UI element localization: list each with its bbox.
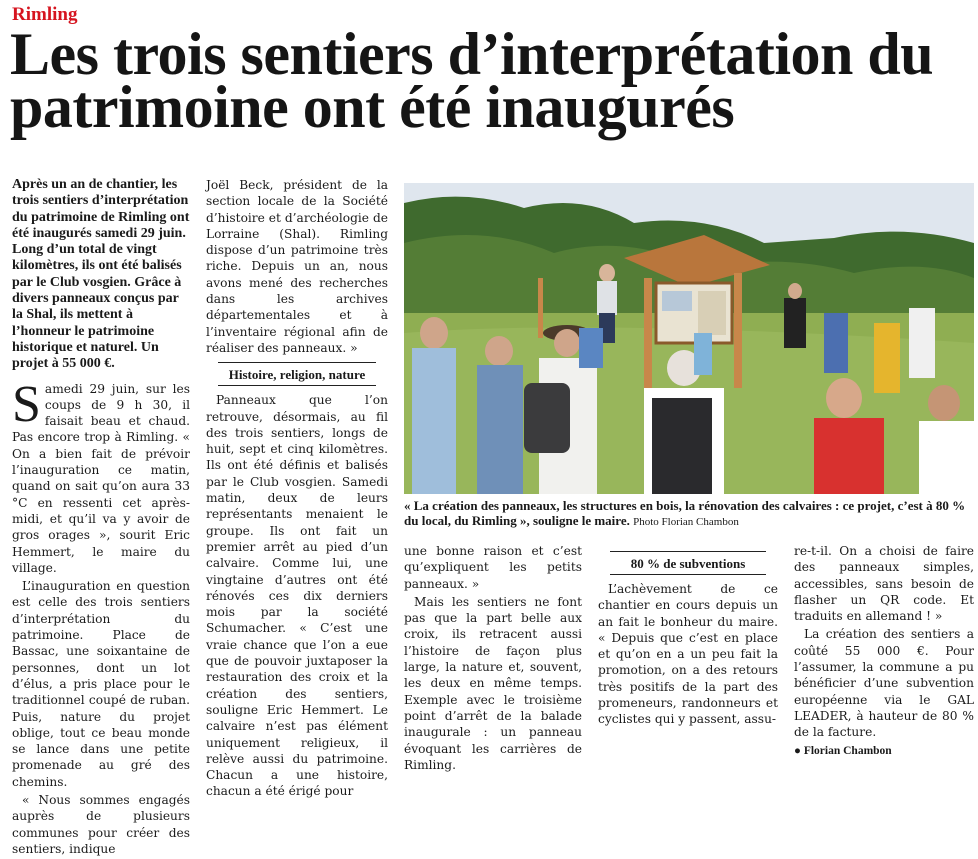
lead-paragraph [12,375,190,577]
drop-cap: S [12,375,41,433]
paragraph: une bonne raison et c’est qu’expliquent les petits panneaux. » [404,544,582,591]
column-2 [206,177,388,802]
column-5 [794,543,974,759]
column-1 [12,177,190,859]
column-3 [404,543,582,775]
subhead-histoire: Histoire, religion, nature [218,362,376,386]
paragraph: Joël Beck, président de la section locale de la Société d’histoire et d’archéologie de Lorraine (Shal). Rimling dispose d’un patrimoine très riche. Depuis un an, nous avons mené des recherches dans les archives départementales et à l’inventaire régional afin de réaliser des panneaux. » [206,178,388,355]
author-name: Florian Chambon [803,744,892,757]
kicker: Rimling [12,4,78,25]
paragraph: Mais les sentiers ne font pas que la part belle aux croix, ils retracent aussi l’histoire de façon plus large, la nature et, souvent, les deux en même temps. Exemple avec le troisième point d’arrêt de la balade inaugurale : un panneau évoquant les carrières de Rimling. [404,594,582,772]
column-4 [598,543,778,730]
headline: Les trois sentiers d’interprétation du patrimoine ont été inaugurés [10,21,934,140]
subhead-subventions: 80 % de subventions [610,551,766,575]
photo-illustration [404,183,974,494]
paragraph: re-t-il. On a choisi de faire des panneaux simples, accessibles, sans besoin de flasher un QR code. Et traduits en allemand ! » [794,544,974,624]
photo-credit: Photo Florian Chambon [633,516,739,528]
paragraph: L’inauguration en question est celle des trois sentiers d’interprétation du patrimoine. Place de Bassac, une soixantaine de personnes, dont un lot d’élus, a pris place pour le traditionnel coupé de ruban. Puis, nature du projet oblige, tout ce beau monde se lance dans une petite promenade au gré des chemins. [12,579,190,789]
lead-text: amedi 29 juin, sur les coups de 9 h 30, il faisait beau et chaud. Pas encore trop à Rimling. « On a bien fait de prévoir l’inauguration ce matin, quand on sait qu’on aura 33 °C en ressenti cet après-midi, et qu’il va y avoir de gros orages », sourit Eric Hemmert, le maire du village. [12,381,190,575]
article-photo [404,183,974,494]
photo-caption [404,498,974,530]
author-signature: ● Florian Chambon [794,744,892,757]
paragraph: L’achèvement de ce chantier en cours depuis un an fait le bonheur du maire. « Depuis que c’est en place et qu’on en a un peu fait la promotion, on a des retours très positifs de la part des promeneurs, randonneurs et cyclistes qui y passent, assu- [598,582,778,727]
paragraph: La création des sentiers a coûté 55 000 €. Pour l’assumer, la commune a pu bénéficier d’une subvention européenne via le GAL LEADER, à hauteur de 80 % de la facture. [794,627,974,740]
caption-text: « La création des panneaux, les structures en bois, la rénovation des calvaires : ce projet, c’est à 80 % du local, du Rimling », souligne le maire. [404,498,966,528]
paragraph: « Nous sommes engagés auprès de plusieurs communes pour créer des sentiers, indique [12,792,190,856]
chapo: Après un an de chantier, les trois sentiers d’interprétation du patrimoine de Rimling ont été inaugurés samedi 29 juin. Long d’un total de vingt kilomètres, ils ont été balisés par le Club vosgien. Grâce à divers panneaux conçus par la Shal, ils mettent à l’honneur le patrimoine historique et naturel. Un projet à 55 000 €. [12,177,190,372]
paragraph: Panneaux que l’on retrouve, désormais, au fil des trois sentiers, longs de huit, sept et cinq kilomètres. Ils ont été définis et balisés par le Club vosgien. Samedi matin, deux de leurs représentants menaient le groupe. Ils ont fait un premier arrêt au pied d’un calvaire. Comme lui, une vingtaine d’autres ont été rénovés ces dix derniers mois par la société Schumacher. « C’est une vraie chance que l’on a eue que de pouvoir juxtaposer la restauration des croix et la création des sentiers, souligne Eric Hemmert. Le calvaire n’est pas élément uniquement religieux, il relève aussi du patrimoine. Chacun a une histoire, chacun a été érigé pour [206,393,388,799]
